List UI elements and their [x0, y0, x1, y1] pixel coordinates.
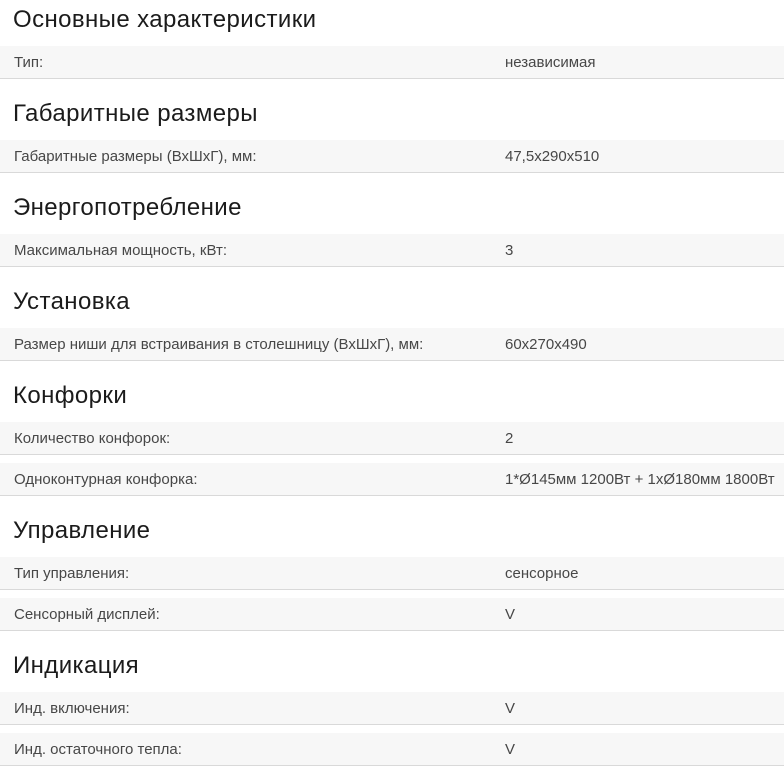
section-title: Энергопотребление: [13, 194, 242, 221]
spec-row: [0, 328, 784, 361]
spec-value: 3: [505, 241, 514, 259]
spec-value: 2: [505, 429, 514, 447]
spec-value: V: [505, 740, 516, 758]
spec-value: 47,5x290x510: [505, 147, 600, 165]
spec-row: [0, 234, 784, 267]
spec-label: Габаритные размеры (ВхШхГ), мм:: [14, 147, 257, 165]
spec-label: Тип:: [14, 53, 44, 71]
spec-label: Сенсорный дисплей:: [14, 605, 160, 623]
spec-label: Размер ниши для встраивания в столешницу (ВхШхГ), мм:: [14, 335, 424, 353]
spec-label: Тип управления:: [14, 564, 130, 582]
section-dimensions: [0, 100, 784, 173]
section-title: Установка: [13, 288, 131, 315]
section-main-characteristics: [0, 6, 784, 79]
section-title: Габаритные размеры: [13, 100, 258, 127]
spec-row: [0, 463, 784, 496]
spec-label: Максимальная мощность, кВт:: [14, 241, 228, 259]
section-power-consumption: [0, 194, 784, 267]
spec-row: [0, 422, 784, 455]
spec-row: [0, 46, 784, 79]
section-title: Основные характеристики: [13, 6, 317, 33]
spec-value: 1*Ø145мм 1200Вт + 1хØ180мм 1800Вт: [505, 470, 775, 488]
spec-label: Количество конфорок:: [14, 429, 171, 447]
spec-value: V: [505, 605, 516, 623]
section-title: Индикация: [13, 652, 140, 679]
spec-value: 60x270x490: [505, 335, 587, 353]
spec-row: [0, 733, 784, 766]
spec-label: Инд. включения:: [14, 699, 130, 717]
section-title: Конфорки: [13, 382, 128, 409]
section-title: Управление: [13, 517, 151, 544]
section-installation: [0, 288, 784, 361]
spec-row: [0, 598, 784, 631]
section-burners: [0, 382, 784, 496]
spec-label: Одноконтурная конфорка:: [14, 470, 198, 488]
spec-row: [0, 692, 784, 725]
spec-value: сенсорное: [505, 564, 579, 582]
section-control: [0, 517, 784, 631]
spec-row: [0, 557, 784, 590]
spec-value: независимая: [505, 53, 596, 71]
spec-value: V: [505, 699, 516, 717]
spec-row: [0, 140, 784, 173]
section-indication: [0, 652, 784, 766]
spec-label: Инд. остаточного тепла:: [14, 740, 182, 758]
